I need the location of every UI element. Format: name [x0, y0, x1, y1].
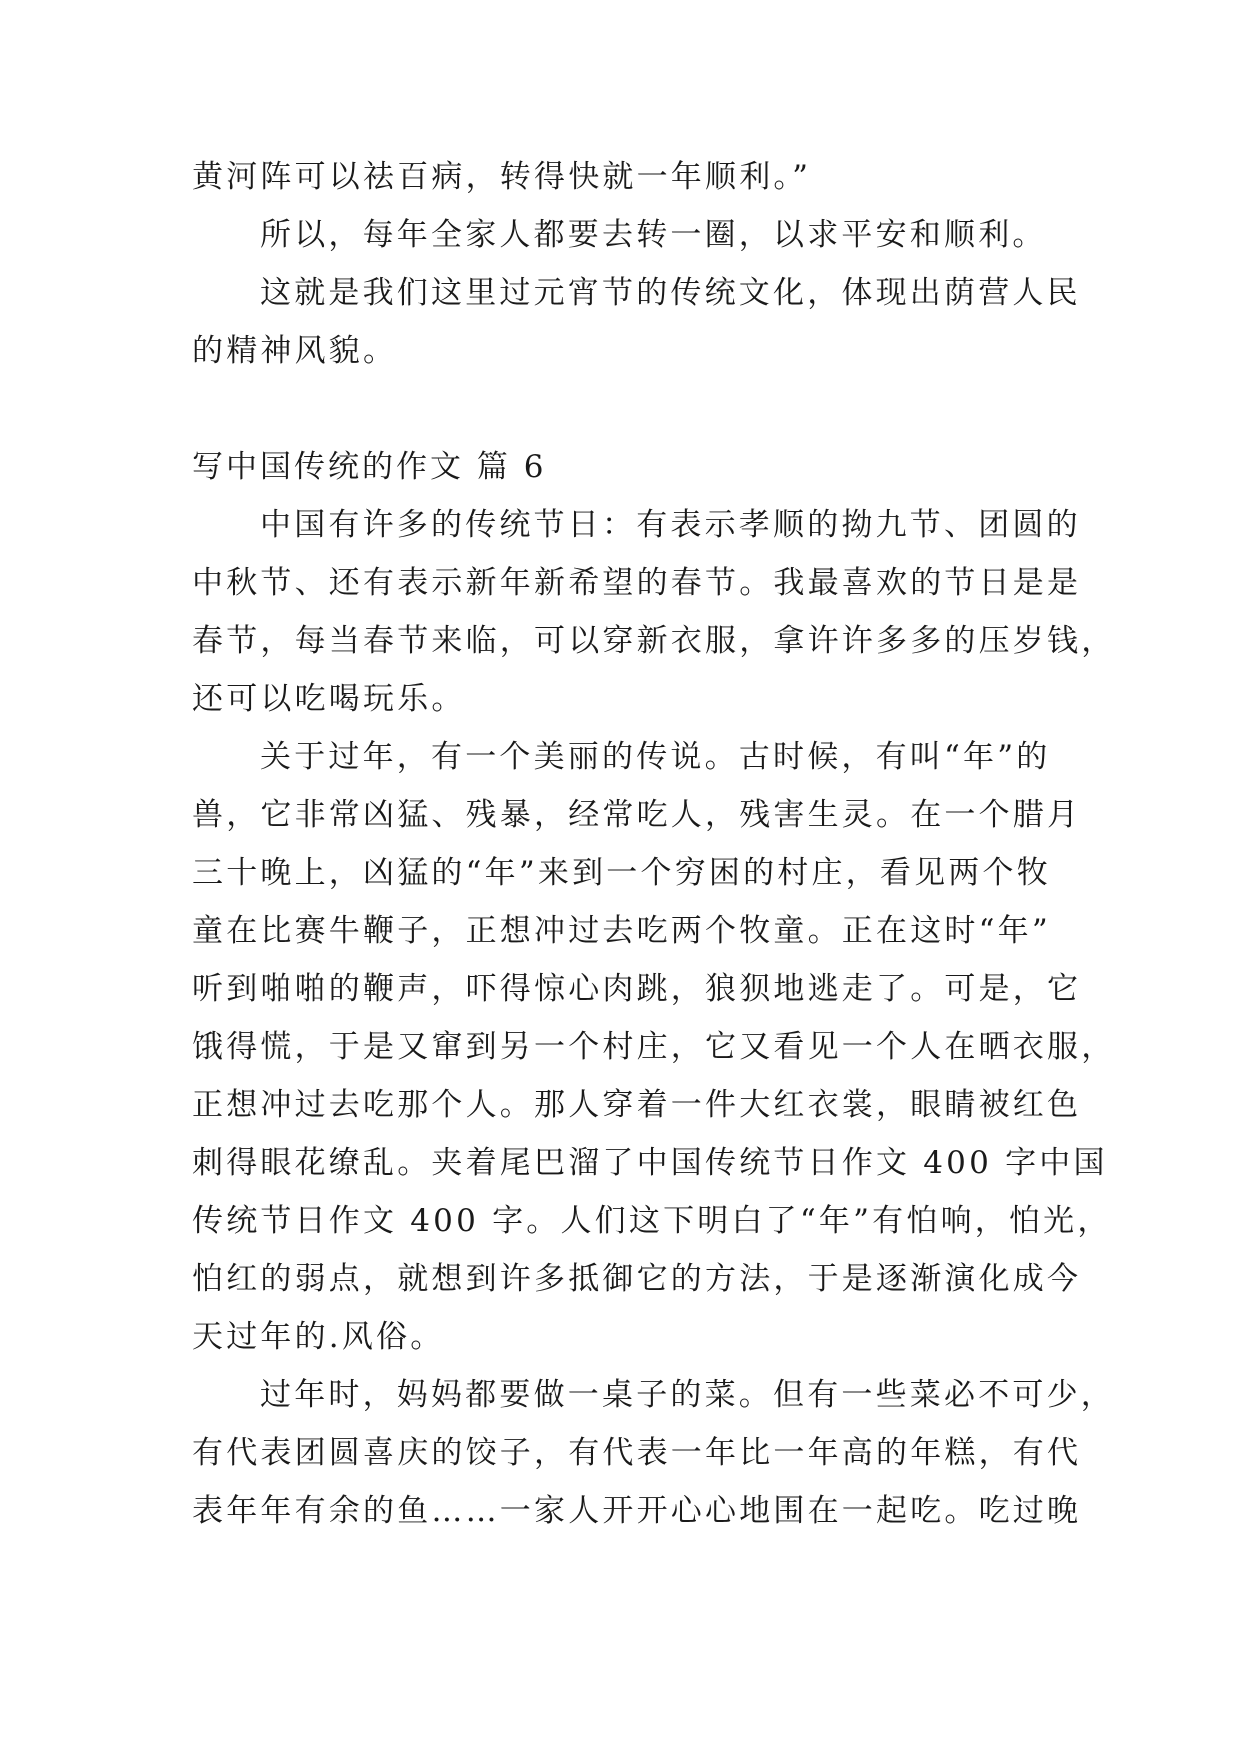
paragraph-line: 正想冲过去吃那个人。那人穿着一件大红衣裳，眼睛被红色 — [192, 1087, 1082, 1123]
paragraph-line: 表年年有余的鱼……一家人开开心心地围在一起吃。吃过晚 — [192, 1493, 1082, 1529]
paragraph-line: 还可以吃喝玩乐。 — [192, 681, 466, 717]
paragraph-line: 有代表团圆喜庆的饺子，有代表一年比一年高的年糕，有代 — [192, 1435, 1082, 1471]
paragraph-line: 怕红的弱点，就想到许多抵御它的方法，于是逐渐演化成今 — [192, 1261, 1082, 1297]
paragraph-line: 的精神风貌。 — [192, 333, 398, 369]
section-title: 写中国传统的作文 篇 6 — [192, 449, 547, 485]
paragraph-line: 过年时，妈妈都要做一桌子的菜。但有一些菜必不可少， — [260, 1377, 1115, 1413]
paragraph-line: 天过年的.风俗。 — [192, 1319, 445, 1355]
paragraph-line: 中秋节、还有表示新年新希望的春节。我最喜欢的节日是是 — [192, 565, 1082, 601]
paragraph-line: 所以，每年全家人都要去转一圈，以求平安和顺利。 — [260, 217, 1047, 253]
paragraph-line: 传统节日作文 400 字。人们这下明白了“年”有怕响，怕光， — [192, 1203, 1112, 1239]
paragraph-line: 关于过年，有一个美丽的传说。古时候，有叫“年”的 — [260, 739, 1051, 775]
paragraph-line: 这就是我们这里过元宵节的传统文化，体现出荫营人民 — [260, 275, 1081, 311]
section-gap — [192, 380, 1054, 438]
paragraph-line: 兽，它非常凶猛、残暴，经常吃人，残害生灵。在一个腊月 — [192, 797, 1082, 833]
paragraph-line: 三十晚上，凶猛的“年”来到一个穷困的村庄，看见两个牧 — [192, 855, 1051, 891]
document-page — [192, 148, 1116, 1540]
paragraph-line: 刺得眼花缭乱。夹着尾巴溜了中国传统节日作文 400 字中国 — [192, 1145, 1108, 1181]
paragraph-line: 春节，每当春节来临，可以穿新衣服，拿许许多多的压岁钱， — [192, 623, 1116, 659]
paragraph-line: 听到啪啪的鞭声，吓得惊心肉跳，狼狈地逃走了。可是，它 — [192, 971, 1082, 1007]
paragraph-line: 饿得慌，于是又窜到另一个村庄，它又看见一个人在晒衣服， — [192, 1029, 1116, 1065]
paragraph-line: 童在比赛牛鞭子，正想冲过去吃两个牧童。正在这时“年” — [192, 913, 1051, 949]
paragraph-line: 黄河阵可以祛百病，转得快就一年顺利。” — [192, 159, 812, 195]
paragraph-line: 中国有许多的传统节日：有表示孝顺的拗九节、团圆的 — [260, 507, 1081, 543]
